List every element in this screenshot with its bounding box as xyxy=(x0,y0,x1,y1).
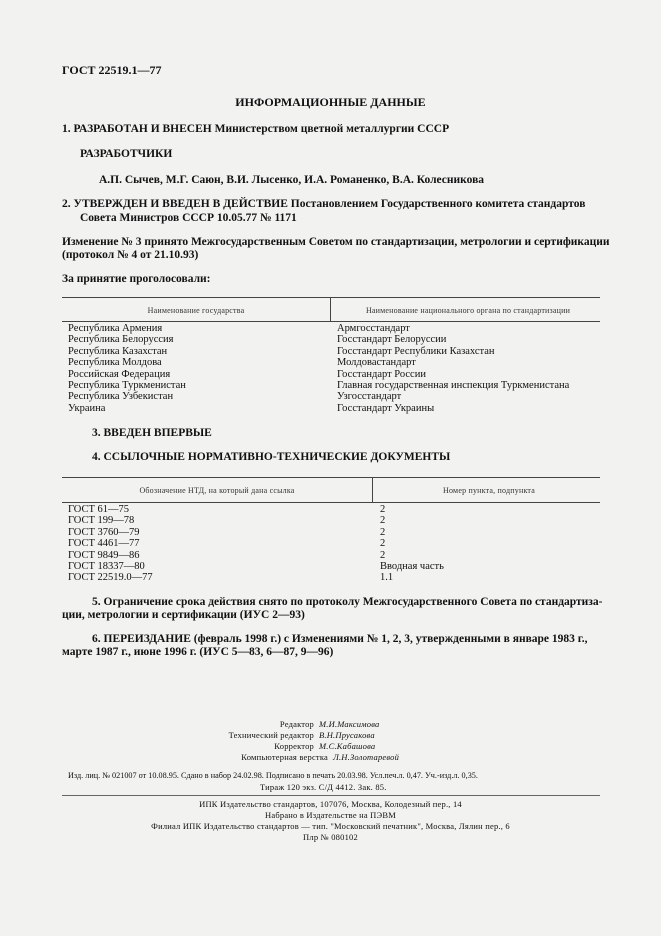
imprint-line2: Тираж 120 экз. С/Д 4412. Зак. 85. xyxy=(260,782,387,792)
item-5-line1: 5. Ограничение срока действия снято по протоколу Межгосударственного Совета по стандартиза- xyxy=(92,596,603,608)
table2-header-rule xyxy=(62,502,600,503)
table1-body: Главная государственная инспекция Туркменистана xyxy=(337,379,570,391)
item-6-line2: марте 1987 г., июне 1996 г. (ИУС 5—83, 6—87, 9—96) xyxy=(62,646,334,658)
table2-ref: 1.1 xyxy=(380,572,394,584)
table2-header-ref: Номер пункта, подпункта xyxy=(443,486,535,495)
publisher-line4: Плр № 080102 xyxy=(303,832,358,842)
item-2-text-line2: Совета Министров СССР 10.05.77 № 1171 xyxy=(80,212,297,224)
table1-col-divider xyxy=(330,297,331,321)
table1-header-body: Наименование национального органа по стандартизации xyxy=(365,306,571,315)
item-2-num: 2. xyxy=(62,198,71,210)
developers-list: А.П. Сычев, М.Г. Саюн, В.И. Лысенко, И.А. Романенко, В.А. Колесникова xyxy=(99,174,485,186)
table1-body: Узгосстандарт xyxy=(337,391,402,403)
item-1-lead: РАЗРАБОТАН И ВНЕСЕН xyxy=(73,123,212,135)
credit-proof-label: Корректор xyxy=(274,741,314,751)
table1-body: Госстандарт Украины xyxy=(337,402,435,414)
table1-state: Республика Казахстан xyxy=(68,345,168,357)
table1-body: Армгосстандарт xyxy=(337,323,410,334)
table2-doc: ГОСТ 9849—86 xyxy=(68,549,140,561)
table1-state: Республика Туркменистан xyxy=(68,379,186,391)
item-6-line1: 6. ПЕРЕИЗДАНИЕ (февраль 1998 г.) с Изменениями № 1, 2, 3, утвержденными в январе 1983 г., xyxy=(92,633,588,645)
amendment-line2: (протокол № 4 от 21.10.93) xyxy=(62,249,199,261)
table2-docs-column xyxy=(68,504,153,584)
table2-ref: 2 xyxy=(380,515,386,527)
table1-bodies-column xyxy=(337,323,569,414)
table1-state: Республика Узбекистан xyxy=(68,391,174,403)
credit-layout-name: Л.Н.Золотаревой xyxy=(333,752,400,762)
table1-body: Госстандарт Республики Казахстан xyxy=(337,345,495,357)
imprint-rule xyxy=(62,795,600,796)
voted-label: За принятие проголосовали: xyxy=(62,273,211,285)
table1-state: Российская Федерация xyxy=(68,368,171,380)
credit-tech-name: В.Н.Прусакова xyxy=(319,730,375,740)
credit-editor-name: М.И.Максимова xyxy=(319,719,380,729)
publisher-line3: Филиал ИПК Издательство стандартов — тип. "Московский печатник", Москва, Лялин пер., 6 xyxy=(151,821,510,831)
table1-state: Республика Молдова xyxy=(68,357,162,369)
table2-ref: 2 xyxy=(380,538,386,550)
table1-body: Госстандарт России xyxy=(337,368,426,380)
item-4: 4. ССЫЛОЧНЫЕ НОРМАТИВНО-ТЕХНИЧЕСКИЕ ДОКУМЕНТЫ xyxy=(92,451,451,463)
credit-editor-label: Редактор xyxy=(279,719,314,729)
credit-layout-label: Компьютерная верстка xyxy=(241,752,328,762)
table2-ref: 2 xyxy=(380,526,386,538)
table2-top-rule xyxy=(62,477,600,478)
item-5-line2: ции, метрологии и сертификации (ИУС 2—93) xyxy=(62,609,305,621)
developers-label: РАЗРАБОТЧИКИ xyxy=(80,148,173,160)
table2-doc: ГОСТ 22519.0—77 xyxy=(68,572,153,584)
publisher-line2: Набрано в Издательстве на ПЭВМ xyxy=(265,810,396,820)
item-1-text: Министерством цветной металлургии СССР xyxy=(214,123,450,135)
item-2 xyxy=(62,198,585,210)
table2-ref: 2 xyxy=(380,504,386,515)
item-1 xyxy=(62,123,449,135)
credit-proof-name: М.С.Кабашова xyxy=(319,741,376,751)
publisher-line1: ИПК Издательство стандартов, 107076, Москва, Колодезный пер., 14 xyxy=(199,799,462,809)
table2-refs-column xyxy=(380,504,444,584)
item-1-num: 1. xyxy=(62,123,71,135)
item-2-lead: УТВЕРЖДЕН И ВВЕДЕН В ДЕЙСТВИЕ xyxy=(73,198,288,210)
table1-state: Республика Белоруссия xyxy=(68,334,174,346)
item-3: 3. ВВЕДЕН ВПЕРВЫЕ xyxy=(92,427,212,439)
table2-doc: ГОСТ 4461—77 xyxy=(68,538,140,550)
table1-top-rule xyxy=(62,297,600,298)
table2-doc: ГОСТ 3760—79 xyxy=(68,526,140,538)
table1-body: Госстандарт Белоруссии xyxy=(337,334,447,346)
table2-col-divider xyxy=(372,477,373,502)
table2-ref: Вводная часть xyxy=(380,560,444,572)
table2-doc: ГОСТ 61—75 xyxy=(68,504,130,515)
section-title: ИНФОРМАЦИОННЫЕ ДАННЫЕ xyxy=(235,95,426,109)
doc-id: ГОСТ 22519.1—77 xyxy=(62,63,162,77)
table2-header-doc: Обозначение НТД, на который дана ссылка xyxy=(139,486,295,495)
table1-header-state: Наименование государства xyxy=(147,306,245,315)
imprint-line1: Изд. лиц. № 021007 от 10.08.95. Сдано в набор 24.02.98. Подписано в печать 20.03.98. Усл.печ.л. 0,47. Уч.-изд.л. 0,35. xyxy=(68,771,478,780)
item-2-text-line1: Постановлением Государственного комитета стандартов xyxy=(290,198,586,210)
amendment-line1: Изменение № 3 принято Межгосударственным Советом по стандартизации, метрологии и сертификации xyxy=(62,236,610,248)
table1-body: Молдовастандарт xyxy=(337,357,416,369)
table2-ref: 2 xyxy=(380,549,386,561)
table2-doc: ГОСТ 199—78 xyxy=(68,515,135,527)
table1-header-rule xyxy=(62,321,600,322)
table1-state: Украина xyxy=(68,402,106,414)
credit-tech-label: Технический редактор xyxy=(228,730,314,740)
table2-doc: ГОСТ 18337—80 xyxy=(68,560,145,572)
table1-state: Республика Армения xyxy=(68,323,163,334)
table1-states-column xyxy=(68,323,186,414)
